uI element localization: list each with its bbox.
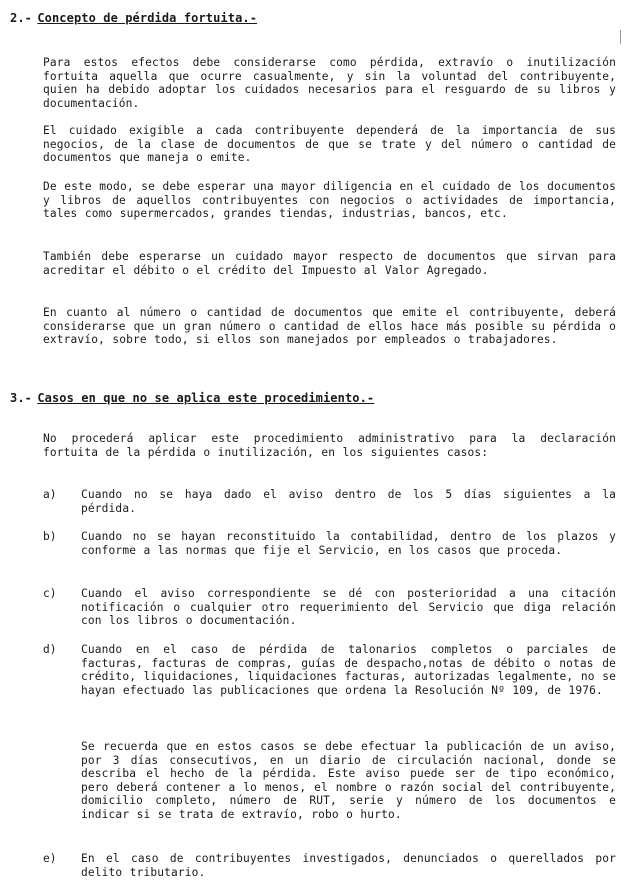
case-letter: b) [43,530,57,543]
case-letter: d) [43,643,57,656]
case-text: Cuando no se haya dado el aviso dentro de los 5 días siguientes a la pérdida. [81,488,616,515]
section-2-paragraph-3: De este modo, se debe esperar una mayor diligencia en el cuidado de los documentos y libros de aquellos contribuyentes con negocios o actividades de importancia, tales como supermercados, grandes tiendas, industrias, bancos, etc. [43,180,616,221]
case-text: Cuando no se hayan reconstituido la contabilidad, dentro de los plazos y conforme a las normas que fije el Servicio, en los casos que proceda. [81,530,616,557]
section-2-heading [10,11,257,25]
case-letter: a) [43,488,57,501]
section-2-paragraph-1: Para estos efectos debe considerarse como pérdida, extravío o inutilización fortuita aquella que ocurre casualmente, y sin la voluntad del contribuyente, quien ha debido adoptar los cuidados necesarios para el resguardo de su libros y documentación. [43,56,616,110]
section-2-paragraph-2: El cuidado exigible a cada contribuyente dependerá de la importancia de sus negocios, de la clase de documentos de que se trate y del número o cantidad de documentos que maneja o emite. [43,124,616,165]
margin-mark [620,30,621,44]
section-3-title: Casos en que no se aplica este procedimiento.- [37,391,375,405]
section-3-intro: No procederá aplicar este procedimiento administrativo para la declaración fortuita de la pérdida o inutilización, en los siguientes casos: [43,432,616,459]
case-text: En el caso de contribuyentes investigados, denunciados o querellados por delito tributario. [81,852,616,879]
section-2-title: Concepto de pérdida fortuita.- [37,11,258,25]
section-3-heading [10,391,374,405]
case-letter: c) [43,587,57,600]
case-text: Cuando el aviso correspondiente se dé con posterioridad a una citación notificación o cualquier otro requerimiento del Servicio que diga relación con los libros o documentación. [81,587,616,628]
case-text: Cuando en el caso de pérdida de talonarios completos o parciales de facturas, facturas de compras, guías de despacho,notas de débito o notas de crédito, liquidaciones, liquidaciones facturas, autorizadas legalmente, no se hayan efectuado las publicaciones que ordena la Resolución Nº 109, de 1976. [81,643,616,697]
case-letter: e) [43,852,57,865]
case-d-note: Se recuerda que en estos casos se debe efectuar la publicación de un aviso, por 3 días consecutivos, en un diario de circulación nacional, donde se describa el hecho de la pérdida. Este aviso puede ser de tipo económico, pero deberá contener a lo menos, el nombre o razón social del contribuyente, domicilio completo, número de RUT, serie y número de los documentos e indicar si se trata de extravío, robo o hurto. [81,740,616,821]
section-2-number: 2.- [10,11,32,25]
section-2-paragraph-5: En cuanto al número o cantidad de documentos que emite el contribuyente, deberá considerarse que un gran número o cantidad de ellos hace más posible su pérdida o extravío, sobre todo, si ellos son manejados por empleados o trabajadores. [43,306,616,347]
section-2-paragraph-4: También debe esperarse un cuidado mayor respecto de documentos que sirvan para acreditar el débito o el crédito del Impuesto al Valor Agregado. [43,250,616,277]
section-3-number: 3.- [10,391,32,405]
